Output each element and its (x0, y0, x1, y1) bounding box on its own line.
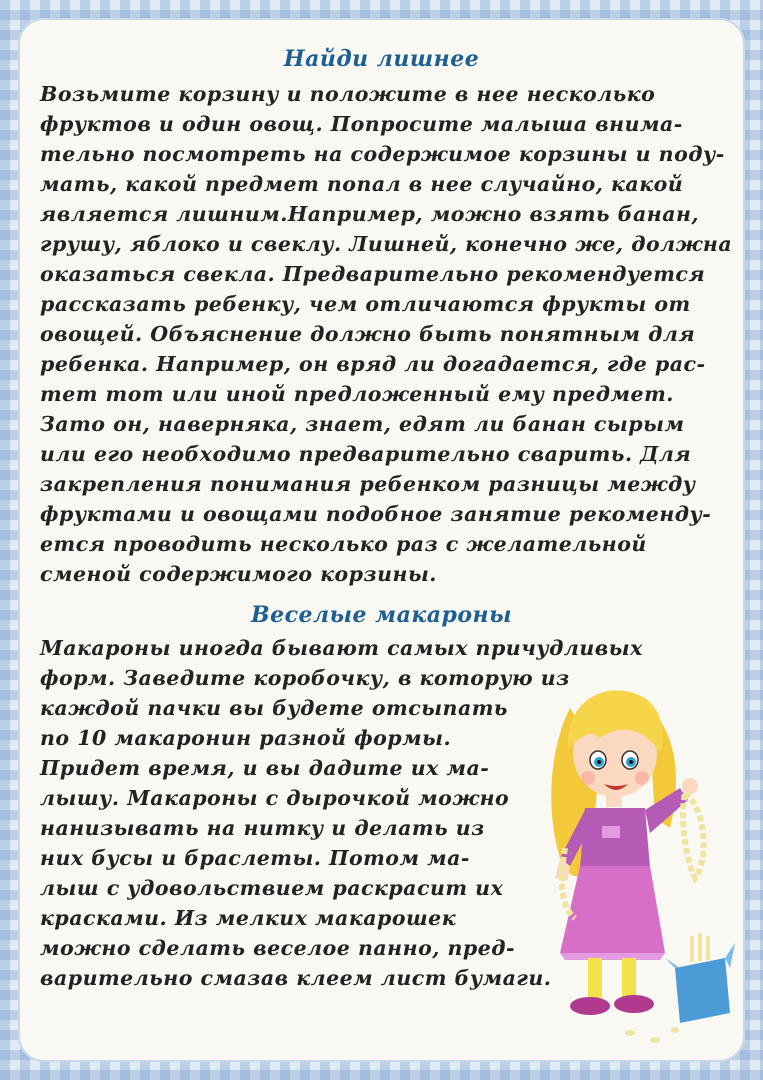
text-line: Придет время, и вы дадите их ма- (40, 756, 490, 780)
text-line: нанизывать на нитку и делать из (40, 816, 485, 840)
text-line: ребенка. Например, он вряд ли догадается, где рас- (40, 352, 706, 376)
text-line: лышу. Макароны с дырочкой можно (40, 786, 510, 810)
text-line: оказаться свекла. Предварительно рекомендуется (40, 262, 706, 286)
text-line: лыш с удовольствием раскрасит их (40, 876, 504, 900)
text-line: них бусы и браслеты. Потом ма- (40, 846, 470, 870)
text-line: тет тот или иной предложенный ему предмет. (40, 382, 674, 406)
text-line: фруктами и овощами подобное занятие рекоменду- (40, 502, 712, 526)
section-title-odd-one-out: Найди лишнее (283, 46, 480, 72)
text-line: Возьмите корзину и положите в нее несколько (40, 82, 656, 106)
section-title-funny-pasta: Веселые макароны (251, 602, 512, 628)
text-line: Макароны иногда бывают самых причудливых (40, 636, 643, 660)
text-line: закрепления понимания ребенком разницы между (40, 472, 696, 496)
text-line: ется проводить несколько раз с желательной (40, 532, 647, 556)
text-line: грушу, яблоко и свеклу. Лишней, конечно же, должна (40, 232, 733, 256)
text-line: является лишним.Например, можно взять банан, (40, 202, 700, 226)
text-line: мать, какой предмет попал в нее случайно, какой (40, 172, 684, 196)
text-line: Зато он, наверняка, знает, едят ли банан сырым (40, 412, 685, 436)
text-line: форм. Заведите коробочку, в которую из (40, 666, 570, 690)
text-line: фруктов и один овощ. Попросите малыша внима- (40, 112, 683, 136)
text-line: варительно смазав клеем лист бумаги. (40, 966, 552, 990)
text-line: рассказать ребенку, чем отличаются фрукты от (40, 292, 691, 316)
text-line: по 10 макаронин разной формы. (40, 726, 452, 750)
text-line: можно сделать веселое панно, пред- (40, 936, 516, 960)
text-line: или его необходимо предварительно сварить. Для (40, 442, 692, 466)
text-line: тельно посмотреть на содержимое корзины и поду- (40, 142, 725, 166)
text-line: сменой содержимого корзины. (40, 562, 437, 586)
text-line: красками. Из мелких макарошек (40, 906, 457, 930)
text-line: каждой пачки вы будете отсыпать (40, 696, 508, 720)
text-line: овощей. Объяснение должно быть понятным для (40, 322, 696, 346)
girl-illustration (530, 668, 740, 1048)
